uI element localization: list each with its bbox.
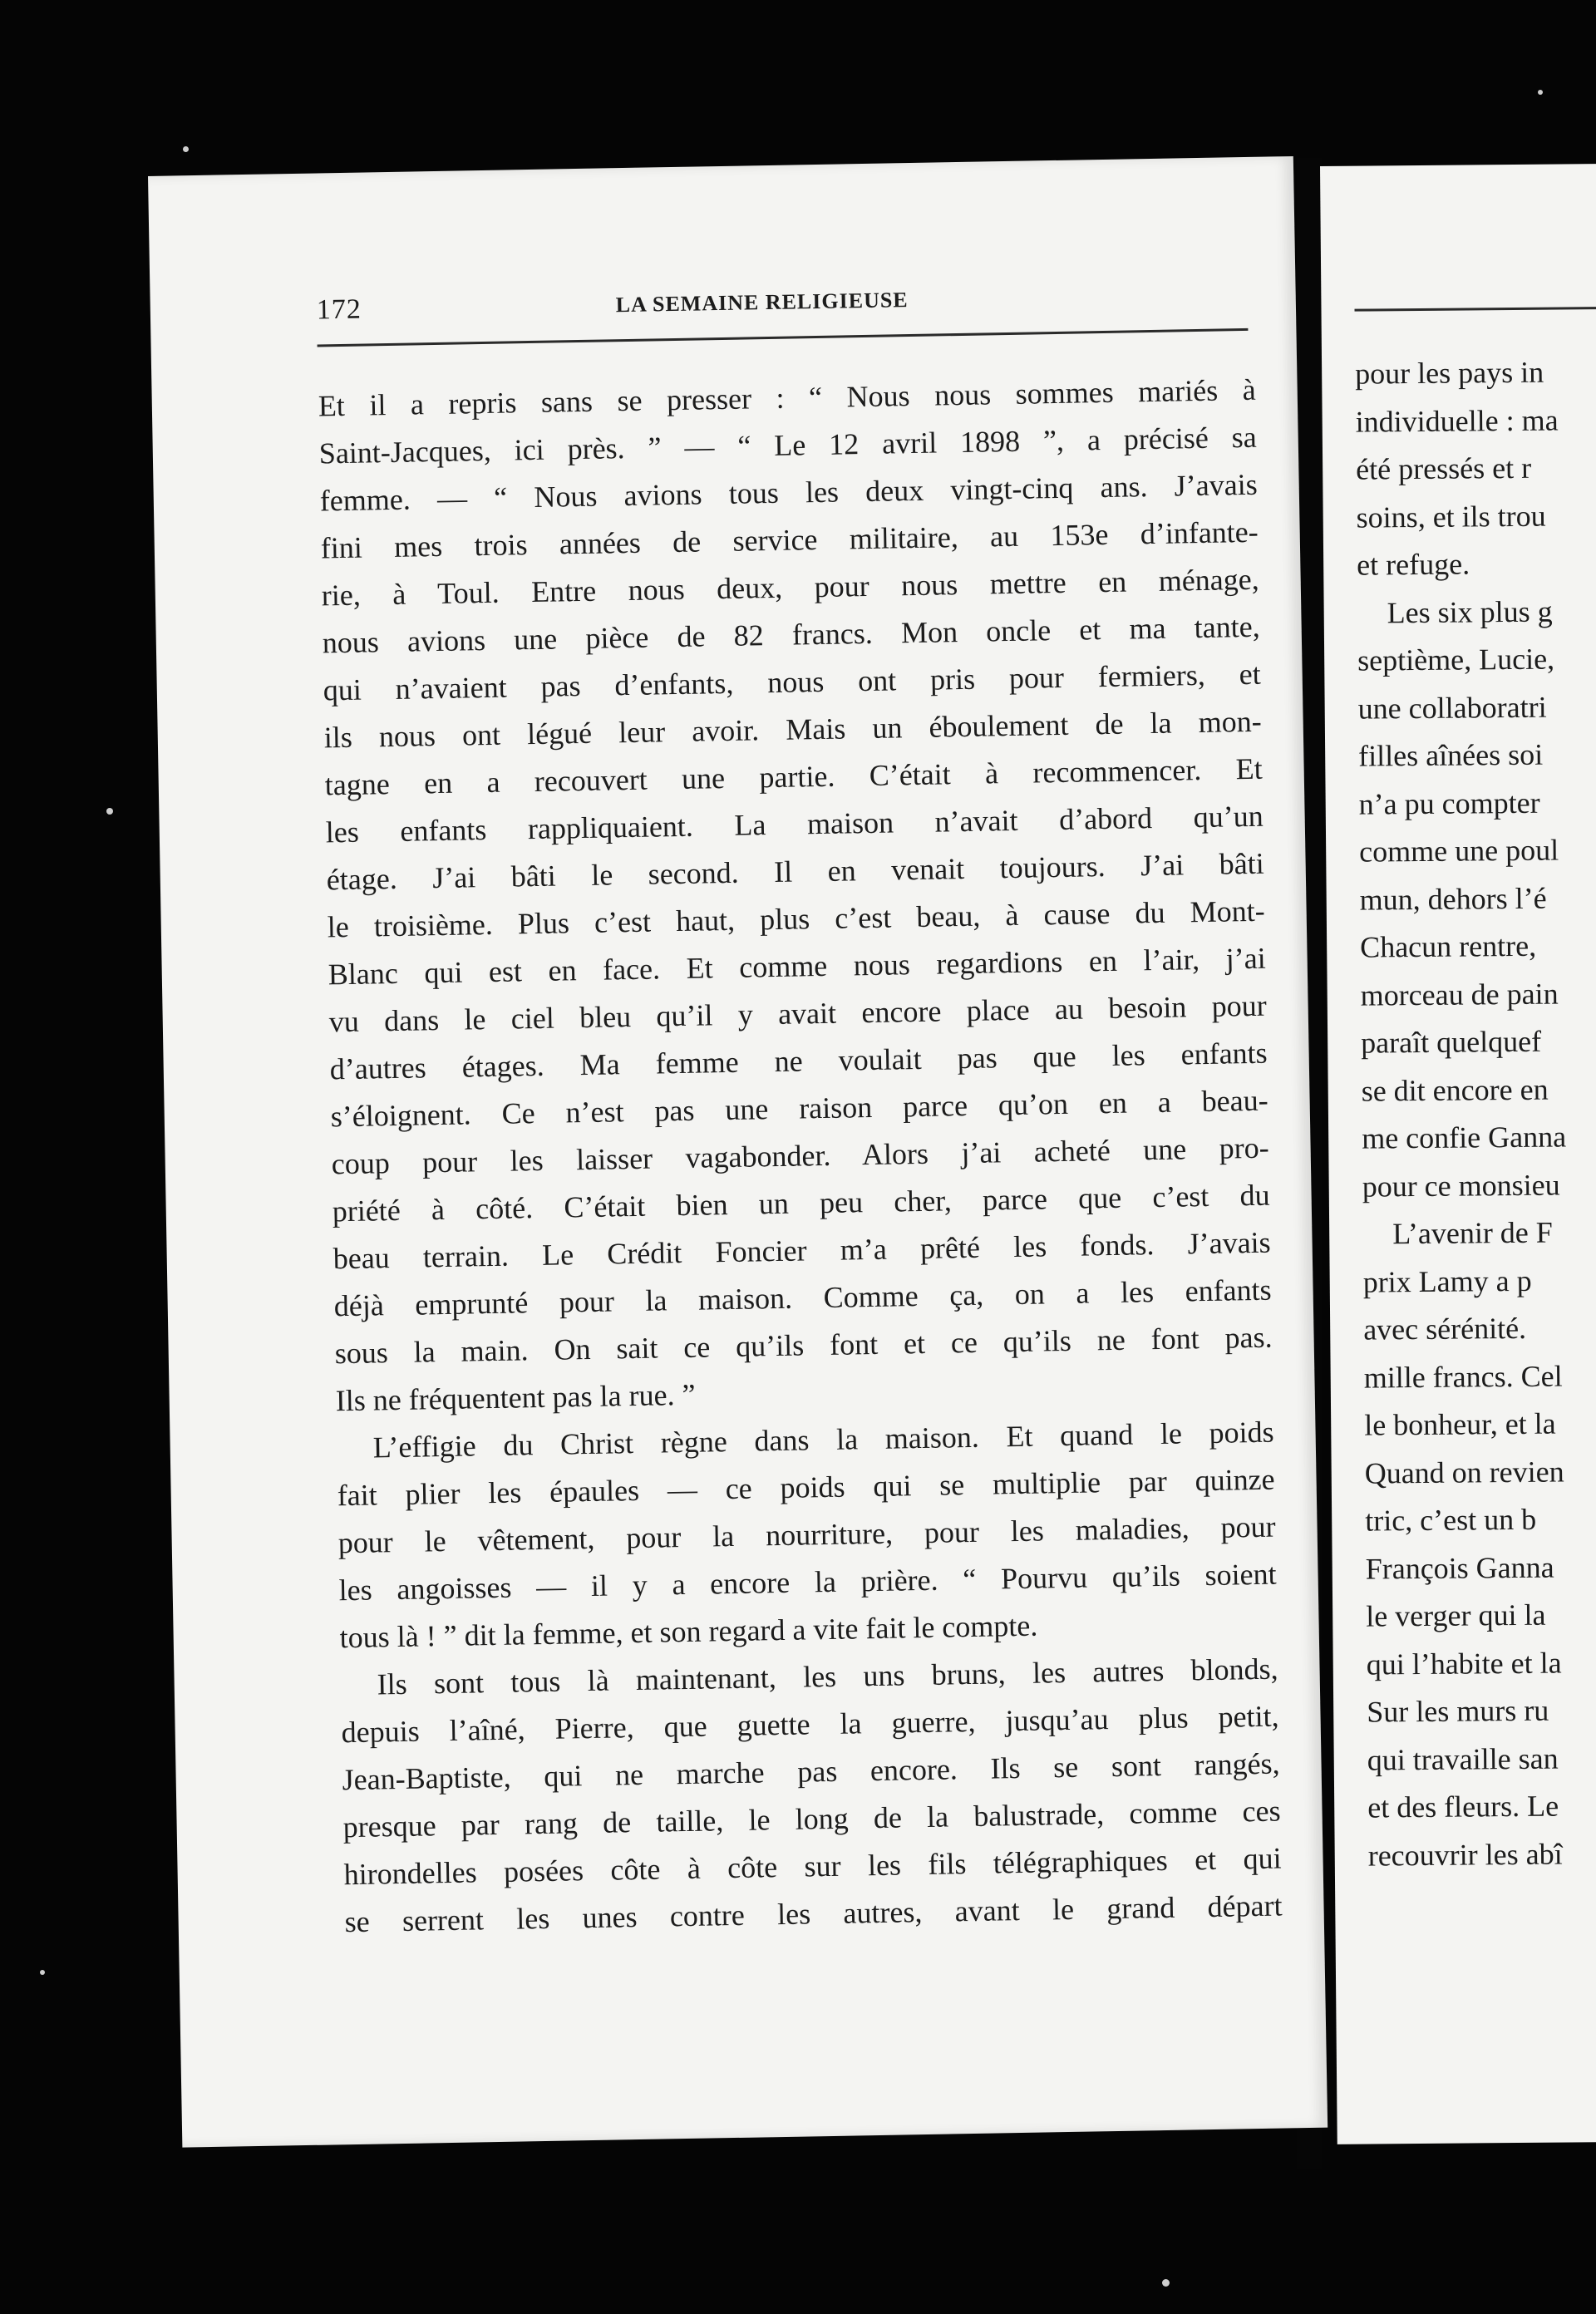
text-line: comme une poul — [1359, 833, 1559, 869]
text-line: François Ganna — [1365, 1550, 1554, 1586]
text-line: Les six plus g — [1387, 594, 1553, 629]
text-line: n’a pu compter — [1358, 785, 1540, 821]
text-line: Chacun rentre, — [1360, 928, 1537, 964]
text-line: été pressés et r — [1356, 450, 1532, 486]
text-line: tagne en a recouvert une partie. C’était à recommencer. Et — [324, 751, 1263, 802]
text-line: femme. — “ Nous avions tous les deux vingt-cinq ans. J’avais — [319, 467, 1259, 518]
text-line: Quand on revien — [1364, 1454, 1564, 1490]
text-line: déjà emprunté pour la maison. Comme ça, on a les enfants — [333, 1273, 1272, 1323]
text-line: s’éloignent. Ce n’est pas une raison parce qu’on en a beau- — [330, 1083, 1268, 1134]
text-line: presque par rang de taille, le long de la balustrade, comme ces — [342, 1794, 1281, 1844]
text-line: et refuge. — [1357, 547, 1470, 582]
body-text — [318, 367, 1283, 1946]
text-line: depuis l’aîné, Pierre, que guette la guerre, jusqu’au plus petit, — [341, 1699, 1279, 1750]
text-line: me confie Ganna — [1362, 1120, 1567, 1155]
running-title: LA SEMAINE RELIGIEUSE — [615, 288, 909, 318]
text-line: avec sérénité. — [1363, 1311, 1527, 1347]
text-line: priété à côté. C’était bien un peu cher, parce que c’est du — [332, 1178, 1270, 1228]
text-line: Sur les murs ru — [1367, 1693, 1549, 1729]
text-line: prix Lamy a p — [1362, 1263, 1532, 1299]
text-line: mille francs. Cel — [1363, 1359, 1563, 1395]
text-line: se serrent les unes contre les autres, avant le grand départ — [344, 1888, 1283, 1939]
dust-speck — [40, 1970, 45, 1975]
text-line: beau terrain. Le Crédit Foncier m’a prêté les fonds. J’avais — [332, 1225, 1271, 1276]
text-line: Ils sont tous là maintenant, les uns bruns, les autres blonds, — [377, 1652, 1278, 1701]
text-line: se dit encore en — [1361, 1072, 1549, 1108]
dust-speck — [1538, 90, 1543, 95]
text-line: pour les pays in — [1355, 355, 1544, 391]
text-line: tous là ! ” dit la femme, et son regard a vite fait le compte. — [339, 1608, 1038, 1655]
text-line: recouvrir les abî — [1367, 1837, 1563, 1873]
text-line: pour le vêtement, pour la nourriture, pour les maladies, pour — [337, 1509, 1276, 1560]
text-line: nous avions une pièce de 82 francs. Mon oncle et ma tante, — [322, 609, 1261, 660]
text-line: vu dans le ciel bleu qu’il y avait encore place au besoin pour — [328, 988, 1267, 1039]
text-line: Ils ne fréquentent pas la rue. ” — [335, 1377, 696, 1418]
text-line: septième, Lucie, — [1357, 642, 1555, 677]
body-text — [1355, 347, 1596, 1879]
text-line: qui n’avaient pas d’enfants, nous ont pris pour fermiers, et — [323, 657, 1262, 707]
text-line: rie, à Toul. Entre nous deux, pour nous mettre en ménage, — [321, 562, 1260, 613]
text-line: sous la main. On sait ce qu’ils font et ce qu’ils ne font pas. — [334, 1320, 1273, 1371]
text-line: hirondelles posées côte à côte sur les fils télégraphiques et qui — [343, 1841, 1282, 1892]
text-line: étage. J’ai bâti le second. Il en venait toujours. J’ai bâti — [326, 846, 1264, 897]
text-line: pour ce monsieu — [1362, 1168, 1560, 1204]
text-line: le troisième. Plus c’est haut, plus c’est beau, à cause du Mont- — [327, 894, 1265, 944]
page-number: 172 — [316, 293, 362, 326]
dust-speck — [183, 146, 189, 152]
right-page — [1320, 164, 1596, 2144]
text-line: Blanc qui est en face. Et comme nous regardions en l’air, j’ai — [328, 941, 1266, 992]
text-line: et des fleurs. Le — [1367, 1789, 1559, 1824]
text-line: filles aînées soi — [1358, 737, 1544, 773]
text-line: paraît quelquef — [1361, 1024, 1542, 1060]
dust-speck — [1162, 2279, 1170, 2287]
text-line: soins, et ils trou — [1356, 499, 1546, 534]
text-line: qui l’habite et la — [1366, 1646, 1562, 1681]
text-line: les enfants rappliquaient. La maison n’avait d’abord qu’un — [325, 799, 1264, 849]
left-page — [148, 156, 1328, 2148]
text-line: fait plier les épaules — ce poids qui se multiplie par quinze — [337, 1462, 1275, 1513]
text-line: coup pour les laisser vagabonder. Alors j’ai acheté une pro- — [331, 1130, 1269, 1181]
text-line: mun, dehors l’é — [1359, 881, 1547, 917]
text-line: individuelle : ma — [1355, 403, 1559, 439]
text-line: le verger qui la — [1366, 1598, 1546, 1633]
text-line: L’effigie du Christ règne dans la maison. Et quand le poids — [372, 1415, 1274, 1465]
text-line: fini mes trois années de service militaire, au 153e d’infante- — [320, 514, 1259, 565]
text-line: Jean-Baptiste, qui ne marche pas encore. Ils se sont rangés, — [342, 1746, 1280, 1797]
text-line: d’autres étages. Ma femme ne voulait pas que les enfants — [329, 1036, 1268, 1086]
dust-speck — [106, 808, 113, 815]
page-header — [316, 273, 1248, 340]
text-line: Saint-Jacques, ici près. ” — “ Le 12 avril 1898 ”, a précisé sa — [318, 420, 1258, 470]
text-line: L’avenir de F — [1392, 1215, 1554, 1251]
text-line: tric, c’est un b — [1365, 1502, 1537, 1538]
text-line: qui travaille san — [1367, 1741, 1559, 1777]
text-line: une collaboratri — [1357, 690, 1547, 726]
header-rule — [1354, 307, 1596, 312]
text-line: le bonheur, et la — [1364, 1406, 1556, 1442]
text-line: ils nous ont légué leur avoir. Mais un éboulement de la mon- — [323, 704, 1262, 755]
text-line: morceau de pain — [1360, 977, 1559, 1012]
text-line: les angoisses — il y a encore la prière. “ Pourvu qu’ils soient — [338, 1557, 1277, 1607]
text-line: Et il a repris sans se presser : “ Nous nous sommes mariés à — [318, 372, 1257, 423]
